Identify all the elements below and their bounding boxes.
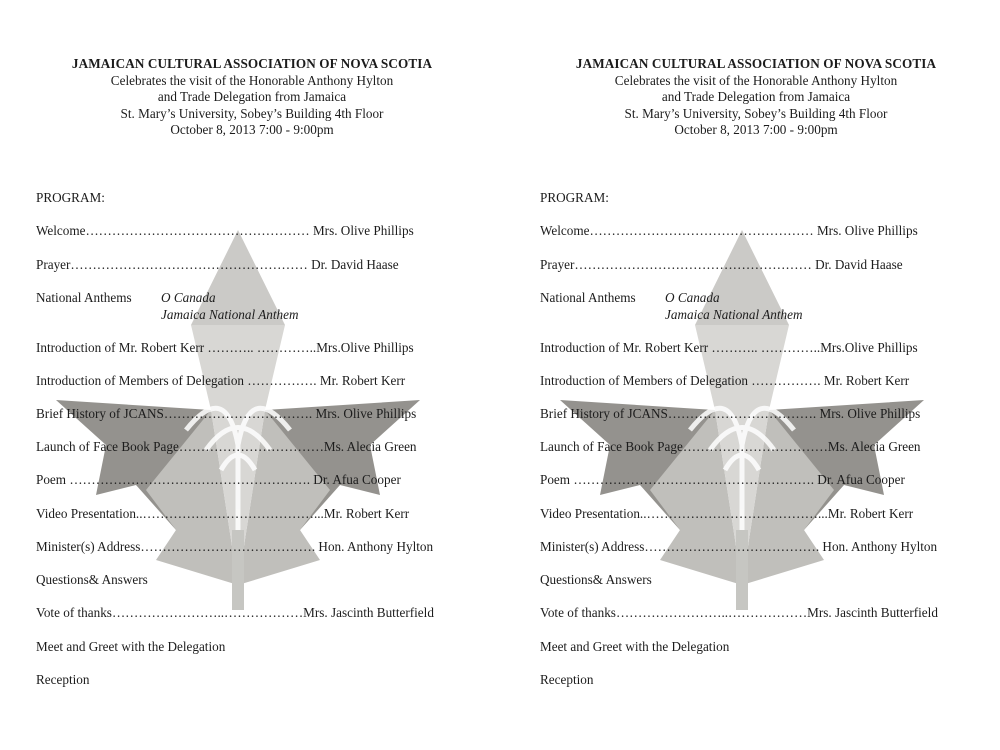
header-line-3: St. Mary’s University, Sobey’s Building 4th Floor bbox=[120, 105, 384, 121]
program-item-poem: Poem ………………………………………………. Dr. Afua Cooper bbox=[36, 472, 401, 487]
program-item-prayer: Prayer……………………………………………… Dr. David Haase bbox=[36, 257, 399, 272]
program-item-video: Video Presentation..…………………………………...Mr. Robert Kerr bbox=[540, 506, 914, 521]
header-line-1: Celebrates the visit of the Honorable Anthony Hylton bbox=[110, 72, 394, 88]
header-line-4: October 8, 2013 7:00 - 9:00pm bbox=[170, 122, 334, 138]
program-item-thanks: Vote of thanks……………………..………………Mrs. Jascinth Butterfield bbox=[540, 605, 938, 620]
anthem-jamaica: Jamaica National Anthem bbox=[665, 306, 803, 322]
program-heading: PROGRAM: bbox=[36, 190, 105, 205]
program-heading: PROGRAM: bbox=[540, 190, 609, 205]
program-item-reception: Reception bbox=[36, 672, 90, 687]
program-item-intro-delegation: Introduction of Members of Delegation ……………. Mr. Robert Kerr bbox=[36, 373, 406, 388]
program-copy-right bbox=[504, 0, 1000, 750]
header-line-2: and Trade Delegation from Jamaica bbox=[661, 89, 851, 105]
anthem-o-canada: O Canada bbox=[161, 290, 216, 305]
program-item-minister: Minister(s) Address…………………………………. Hon. Anthony Hylton bbox=[36, 539, 434, 554]
program-item-intro-kerr: Introduction of Mr. Robert Kerr ……….. …………..Mrs.Olive Phillips bbox=[540, 340, 918, 355]
program-item-thanks: Vote of thanks……………………..………………Mrs. Jascinth Butterfield bbox=[36, 605, 434, 620]
program-item-minister: Minister(s) Address…………………………………. Hon. Anthony Hylton bbox=[540, 539, 938, 554]
program-item-welcome: Welcome…………………………………………… Mrs. Olive Phillips bbox=[36, 223, 414, 238]
anthem-jamaica: Jamaica National Anthem bbox=[161, 306, 299, 322]
program-item-anthems: National Anthems bbox=[540, 290, 636, 305]
program-item-welcome: Welcome…………………………………………… Mrs. Olive Phillips bbox=[540, 223, 918, 238]
program-item-meet: Meet and Greet with the Delegation bbox=[540, 639, 730, 654]
anthem-list bbox=[665, 290, 802, 323]
anthem-o-canada: O Canada bbox=[665, 290, 720, 305]
program-item-intro-kerr: Introduction of Mr. Robert Kerr ……….. …………..Mrs.Olive Phillips bbox=[36, 340, 414, 355]
event-header bbox=[504, 56, 1000, 139]
organization-title: JAMAICAN CULTURAL ASSOCIATION OF NOVA SCOTIA bbox=[575, 56, 937, 71]
program-item-prayer: Prayer……………………………………………… Dr. David Haase bbox=[540, 257, 903, 272]
program-item-history: Brief History of JCANS……………………………. Mrs. Olive Phillips bbox=[36, 406, 417, 421]
program-item-history: Brief History of JCANS……………………………. Mrs. Olive Phillips bbox=[540, 406, 921, 421]
program-item-meet: Meet and Greet with the Delegation bbox=[36, 639, 226, 654]
header-line-1: Celebrates the visit of the Honorable Anthony Hylton bbox=[614, 72, 898, 88]
event-header bbox=[0, 56, 504, 139]
program-item-intro-delegation: Introduction of Members of Delegation ……………. Mr. Robert Kerr bbox=[540, 373, 910, 388]
program-item-questions: Questions& Answers bbox=[540, 572, 652, 587]
header-line-2: and Trade Delegation from Jamaica bbox=[157, 89, 347, 105]
program-item-facebook: Launch of Face Book Page……………………………Ms. Alecia Green bbox=[540, 439, 921, 454]
header-line-3: St. Mary’s University, Sobey’s Building 4th Floor bbox=[624, 105, 888, 121]
program-item-facebook: Launch of Face Book Page……………………………Ms. Alecia Green bbox=[36, 439, 417, 454]
program-item-video: Video Presentation..…………………………………...Mr. Robert Kerr bbox=[36, 506, 410, 521]
anthem-list bbox=[161, 290, 298, 323]
program-item-reception: Reception bbox=[540, 672, 594, 687]
program-item-poem: Poem ………………………………………………. Dr. Afua Cooper bbox=[540, 472, 905, 487]
program-item-anthems: National Anthems bbox=[36, 290, 132, 305]
program-item-questions: Questions& Answers bbox=[36, 572, 148, 587]
organization-title: JAMAICAN CULTURAL ASSOCIATION OF NOVA SCOTIA bbox=[71, 56, 433, 71]
header-line-4: October 8, 2013 7:00 - 9:00pm bbox=[674, 122, 838, 138]
